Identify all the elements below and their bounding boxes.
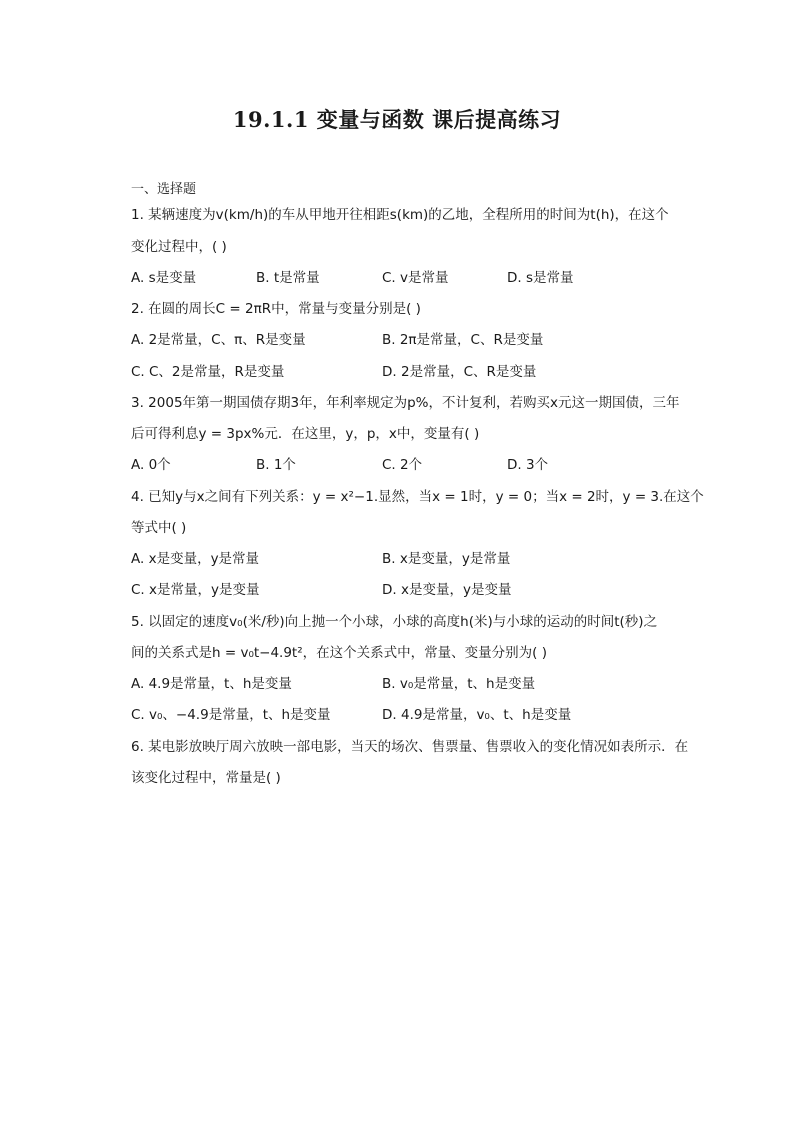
question-4-line-1: 4. 已知y与x之间有下列关系：y = x²−1.显然，当x = 1时，y = 0；当x = 2时，y = 3.在这个 [131, 489, 704, 505]
question-4-line-2: 等式中( ) [131, 520, 187, 536]
question-3-option-b: B. 1个 [256, 457, 296, 473]
question-5-option-d: D. 4.9是常量，v₀、t、h是变量 [382, 707, 572, 723]
section-heading: 一、选择题 [131, 182, 197, 197]
question-1-option-c: C. v是常量 [382, 270, 449, 286]
question-3-line-2: 后可得利息y = 3px%元．在这里，y，p，x中，变量有( ) [131, 426, 480, 442]
question-4-option-b: B. x是变量，y是常量 [382, 551, 511, 567]
question-1-option-d: D. s是常量 [507, 270, 574, 286]
question-6-line-1: 6. 某电影放映厅周六放映一部电影，当天的场次、售票量、售票收入的变化情况如表所示．在 [131, 739, 689, 755]
question-3-option-d: D. 3个 [507, 457, 549, 473]
question-4-option-d: D. x是变量，y是变量 [382, 582, 512, 598]
question-5-line-2: 间的关系式是h = v₀t−4.9t²，在这个关系式中，常量、变量分别为( ) [131, 645, 547, 661]
question-3-option-c: C. 2个 [382, 457, 423, 473]
question-1-line-2: 变化过程中，( ) [131, 239, 227, 255]
question-3-option-a: A. 0个 [131, 457, 171, 473]
question-6-line-2: 该变化过程中，常量是( ) [131, 770, 281, 786]
question-2-option-d: D. 2是常量，C、R是变量 [382, 364, 537, 380]
question-2-option-b: B. 2π是常量，C、R是变量 [382, 332, 544, 348]
question-1-option-a: A. s是变量 [131, 270, 197, 286]
question-1-option-b: B. t是常量 [256, 270, 320, 286]
question-5-option-b: B. v₀是常量，t、h是变量 [382, 676, 536, 692]
question-5-option-a: A. 4.9是常量，t、h是变量 [131, 676, 292, 692]
question-4-option-c: C. x是常量，y是变量 [131, 582, 260, 598]
question-2-line-1: 2. 在圆的周长C = 2πR中，常量与变量分别是( ) [131, 301, 421, 317]
question-5-option-c: C. v₀、−4.9是常量，t、h是变量 [131, 707, 331, 723]
question-4-option-a: A. x是变量，y是常量 [131, 551, 260, 567]
question-2-option-a: A. 2是常量，C、π、R是变量 [131, 332, 306, 348]
question-1-line-1: 1. 某辆速度为v(km/h)的车从甲地开往相距s(km)的乙地，全程所用的时间为t(h)，在这个 [131, 207, 669, 223]
question-2-option-c: C. C、2是常量，R是变量 [131, 364, 285, 380]
question-5-line-1: 5. 以固定的速度v₀(米/秒)向上抛一个小球，小球的高度h(米)与小球的运动的时间t(秒)之 [131, 614, 658, 630]
page-title: 19.1.1 变量与函数 课后提高练习 [232, 107, 562, 132]
question-3-line-1: 3. 2005年第一期国债存期3年，年利率规定为p%，不计复利，若购买x元这一期国债，三年 [131, 395, 680, 411]
